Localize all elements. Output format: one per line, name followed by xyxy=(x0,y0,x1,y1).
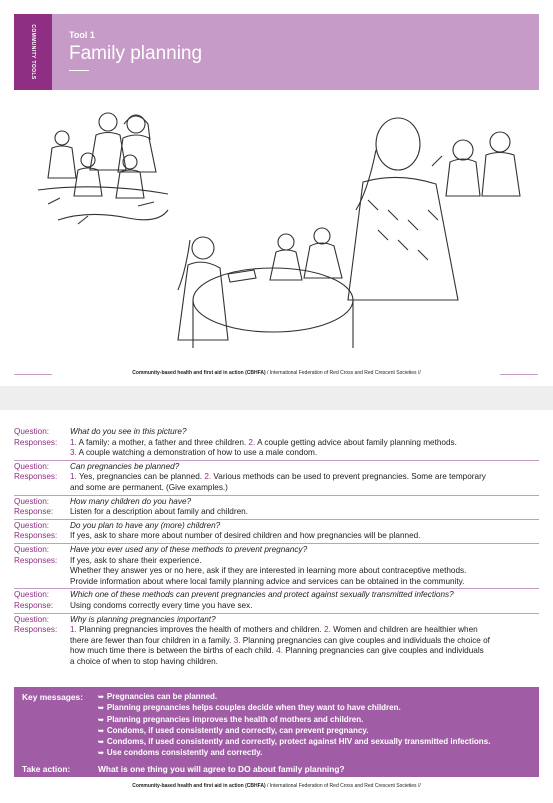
response-fragment: a choice of when to stop having children. xyxy=(70,656,218,666)
response-text xyxy=(70,531,420,542)
side-tab xyxy=(14,14,52,90)
page-gap xyxy=(0,386,553,410)
response-fragment: there are fewer than four children in a family. xyxy=(70,635,234,645)
response-number: 1. xyxy=(70,437,77,447)
question-text: Do you plan to have any (more) children? xyxy=(70,520,221,530)
question-label: Question: xyxy=(14,544,50,554)
response-text xyxy=(70,448,317,459)
key-messages-list xyxy=(98,692,490,760)
bottom-credit-rest: / International Federation of Red Cross and Red Crescent Societies // xyxy=(265,783,421,789)
response-label-spacer xyxy=(14,636,70,647)
question-label: Question: xyxy=(14,590,50,600)
response-label: Responses: xyxy=(14,531,58,541)
question-label: Question: xyxy=(14,614,50,624)
response-label: Responses: xyxy=(14,555,58,565)
response-number: 4. xyxy=(276,646,284,656)
bottom-credit-bold: Community-based health and first aid in action (CBHFA) xyxy=(132,783,266,789)
response-label-spacer xyxy=(14,577,70,588)
response-number: 2. xyxy=(204,472,212,482)
response-text xyxy=(70,483,228,494)
response-label-spacer xyxy=(14,566,70,577)
response-text xyxy=(70,566,466,577)
response-fragment: A couple watching a demonstration of how to use a male condom. xyxy=(76,448,318,458)
response-label: Responses: xyxy=(14,437,58,447)
response-fragment: Planning pregnancies improves the health of mothers and children. xyxy=(76,625,324,635)
question-text: How many children do you have? xyxy=(70,496,192,506)
response-fragment: Planning pregnancies can give couples and individuals the choice of xyxy=(240,635,490,645)
tool-number: Tool 1 xyxy=(69,30,95,40)
question-label: Question: xyxy=(14,520,50,530)
qa-block xyxy=(14,495,539,519)
response-number: 1. xyxy=(70,472,77,482)
response-text xyxy=(70,438,457,449)
response-text xyxy=(70,507,248,518)
question-label: Question: xyxy=(14,461,50,471)
key-message-item: ➥ Planning pregnancies helps couples decide when they want to have children. xyxy=(98,703,490,714)
side-tab-label: COMMUNITY TOOLS xyxy=(30,24,36,80)
key-message-item: ➥ Condoms, if used consistently and correctly, can prevent pregnancy. xyxy=(98,726,490,737)
response-label: Response: xyxy=(14,507,54,517)
response-number: 2. xyxy=(248,437,256,447)
response-number: 3. xyxy=(233,635,241,645)
title-underline xyxy=(69,70,89,71)
question-list xyxy=(14,426,539,668)
question-label: Question: xyxy=(14,496,50,506)
response-label: Responses: xyxy=(14,625,58,635)
response-number: 2. xyxy=(323,625,331,635)
response-number: 1. xyxy=(70,625,77,635)
family-sketch xyxy=(38,113,168,224)
take-action-text: What is one thing you will agree to DO about family planning? xyxy=(98,764,345,774)
key-messages-label: Key messages: xyxy=(22,692,83,702)
take-action-label: Take action: xyxy=(22,764,71,774)
credit-bold: Community-based health and first aid in action (CBHFA) xyxy=(132,370,266,376)
response-text xyxy=(70,657,218,668)
qa-block xyxy=(14,543,539,588)
response-text xyxy=(70,646,484,657)
response-text xyxy=(70,556,202,567)
illustration-page xyxy=(0,0,553,386)
response-fragment: Women and children are healthier when xyxy=(330,625,478,635)
key-message-item: ➥ Pregnancies can be planned. xyxy=(98,692,490,703)
condom-demo-sketch xyxy=(348,118,520,300)
response-fragment: If yes, ask to share their experience. xyxy=(70,555,202,565)
response-fragment: Listen for a description about family and children. xyxy=(70,507,248,517)
title-banner xyxy=(52,14,539,90)
response-text xyxy=(70,577,464,588)
response-fragment: how much time there is between the births of each child. xyxy=(70,646,277,656)
qa-block xyxy=(14,613,539,669)
response-label: Response: xyxy=(14,600,54,610)
response-text xyxy=(70,601,252,612)
response-fragment: Using condoms correctly every time you have sex. xyxy=(70,600,253,610)
response-fragment: A couple getting advice about family planning methods. xyxy=(255,437,457,447)
response-fragment: Provide information about where local family planning advice and services can be obtained in the community. xyxy=(70,576,465,586)
response-label: Responses: xyxy=(14,472,58,482)
response-label-spacer xyxy=(14,657,70,668)
question-text: Have you ever used any of these methods to prevent pregnancy? xyxy=(70,544,308,554)
key-messages-panel xyxy=(14,687,539,777)
qa-block xyxy=(14,426,539,460)
question-text: Which one of these methods can prevent pregnancies and protect against sexually transmitted infections? xyxy=(70,590,454,600)
response-label-spacer xyxy=(14,448,70,459)
question-label: Question: xyxy=(14,427,50,436)
question-text: Can pregnancies be planned? xyxy=(70,461,180,471)
bottom-credit xyxy=(0,783,553,789)
illustration xyxy=(18,100,538,360)
credit-rest: / International Federation of Red Cross and Red Crescent Societies // xyxy=(265,370,421,376)
qa-block xyxy=(14,519,539,543)
response-number: 3. xyxy=(70,448,77,458)
response-label-spacer xyxy=(14,646,70,657)
page-title: Family planning xyxy=(69,43,203,64)
key-message-item: ➥ Use condoms consistently and correctly. xyxy=(98,748,490,759)
response-fragment: Whether they answer yes or no here, ask if they are interested in learning more about contraceptive methods. xyxy=(70,566,467,576)
response-text xyxy=(70,625,478,636)
counselling-sketch xyxy=(178,228,353,348)
response-fragment: Planning pregnancies can give couples and individuals xyxy=(283,646,484,656)
response-fragment: and some are permanent. (Give examples.) xyxy=(70,482,228,492)
question-text: Why is planning pregnancies important? xyxy=(70,614,216,624)
qa-block xyxy=(14,588,539,612)
response-text xyxy=(70,472,486,483)
response-fragment: Yes, pregnancies can be planned. xyxy=(76,472,205,482)
qa-block xyxy=(14,460,539,495)
response-fragment: Various methods can be used to prevent pregnancies. Some are temporary xyxy=(211,472,486,482)
key-message-item: ➥ Planning pregnancies improves the health of mothers and children. xyxy=(98,715,490,726)
question-text: What do you see in this picture? xyxy=(70,427,187,436)
response-fragment: If yes, ask to share more about number of desired children and how pregnancies will be planned. xyxy=(70,531,421,541)
response-text xyxy=(70,636,490,647)
key-message-item: ➥ Condoms, if used consistently and correctly, protect against HIV and sexually transmitted infections. xyxy=(98,737,490,748)
response-fragment: A family: a mother, a father and three children. xyxy=(76,437,249,447)
response-label-spacer xyxy=(14,483,70,494)
footer-credit xyxy=(0,370,553,376)
